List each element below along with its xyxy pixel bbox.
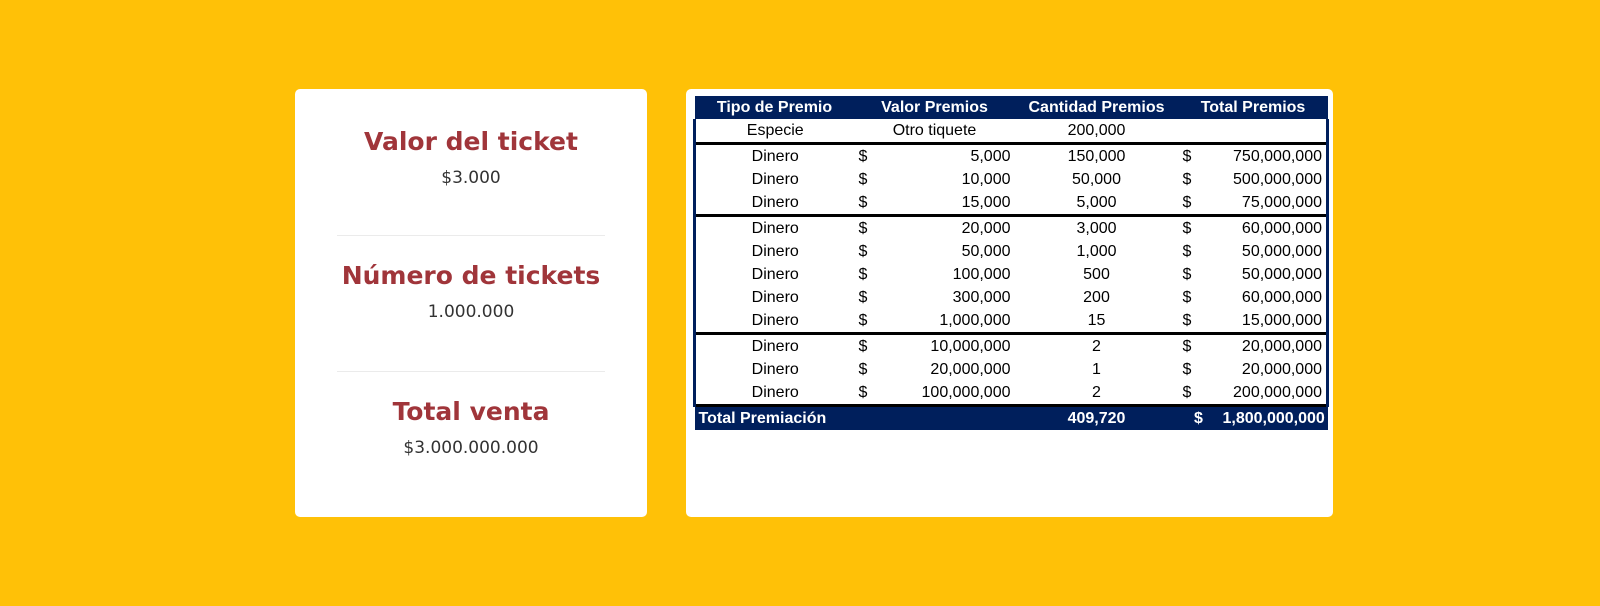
table-row (695, 381, 1328, 406)
ticket-value-title: Valor del ticket (364, 127, 578, 156)
cell-total-currency: $ (1182, 266, 1192, 283)
cell-quantity: 3,000 (1015, 216, 1179, 241)
summary-card (295, 89, 647, 517)
cell-quantity: 1,000 (1076, 243, 1117, 260)
table-row (695, 144, 1328, 169)
cell-quantity: 200,000 (1067, 122, 1126, 139)
table-row (695, 263, 1328, 286)
table-row-special (695, 119, 1328, 144)
cell-total: 200,000,000 (1219, 381, 1328, 406)
table-row (695, 309, 1328, 334)
cell-value-currency: $ (858, 243, 868, 260)
cell-type: Dinero (695, 358, 855, 381)
cell-total-currency: $ (1182, 361, 1192, 378)
header-prize-value: Valor Premios (855, 96, 1015, 119)
cell-type: Dinero (695, 286, 855, 309)
total-quantity: 409,720 (1015, 406, 1179, 431)
ticket-value-amount: $3.000 (441, 168, 501, 188)
cell-value: 50,000 (961, 243, 1011, 260)
cell-type: Dinero (695, 191, 855, 216)
cell-value-currency: $ (858, 194, 868, 211)
cell-total-currency: $ (1179, 144, 1219, 169)
table-row (695, 334, 1328, 359)
cell-type: Dinero (695, 144, 855, 169)
cell-total-currency: $ (1182, 194, 1192, 211)
cell-total: 750,000,000 (1219, 144, 1328, 169)
cell-total: 20,000,000 (1219, 334, 1328, 359)
divider (337, 371, 605, 372)
table-row (695, 358, 1328, 381)
total-sales-block (295, 397, 647, 458)
prize-table-card (686, 89, 1333, 517)
prize-table (693, 96, 1329, 430)
cell-total-currency: $ (1182, 289, 1192, 306)
cell-total: 500,000,000 (1219, 168, 1328, 191)
total-currency: $ (1179, 406, 1219, 431)
ticket-count-title: Número de tickets (341, 261, 601, 290)
ticket-value-block (295, 127, 647, 188)
header-prize-quantity: Cantidad Premios (1015, 96, 1179, 119)
total-amount: 1,800,000,000 (1219, 406, 1328, 431)
divider (337, 235, 605, 236)
table-row (695, 216, 1328, 241)
cell-total: 75,000,000 (1219, 191, 1328, 216)
cell-value-currency: $ (855, 144, 895, 169)
cell-total-currency: $ (1182, 384, 1192, 401)
table-row (695, 240, 1328, 263)
cell-total: 20,000,000 (1219, 358, 1328, 381)
cell-quantity: 150,000 (1015, 144, 1179, 169)
cell-value: 20,000,000 (930, 361, 1011, 378)
ticket-count-amount: 1.000.000 (427, 302, 515, 322)
cell-quantity: 200 (1083, 289, 1110, 306)
cell-value-currency: $ (858, 361, 868, 378)
cell-total: 50,000,000 (1219, 263, 1328, 286)
cell-type: Especie (695, 119, 855, 144)
cell-value: 20,000 (895, 216, 1015, 241)
cell-value-currency: $ (855, 216, 895, 241)
cell-type: Dinero (695, 309, 855, 334)
cell-value: 100,000,000 (921, 384, 1011, 401)
cell-value-currency: $ (858, 266, 868, 283)
cell-value: 300,000 (952, 289, 1011, 306)
cell-total: 60,000,000 (1219, 286, 1328, 309)
table-row (695, 191, 1328, 216)
header-prize-total: Total Premios (1179, 96, 1328, 119)
cell-total-currency: $ (1182, 171, 1192, 188)
cell-total-currency: $ (1182, 243, 1192, 260)
total-sales-title: Total venta (392, 397, 550, 426)
cell-value: 10,000,000 (895, 334, 1015, 359)
cell-value-currency: $ (858, 384, 868, 401)
table-row (695, 168, 1328, 191)
cell-value-currency: $ (858, 171, 868, 188)
cell-total-currency: $ (1182, 312, 1192, 329)
cell-value: 5,000 (895, 144, 1015, 169)
cell-quantity: 15 (1087, 312, 1106, 329)
cell-value-currency: $ (855, 334, 895, 359)
cell-total: 15,000,000 (1219, 309, 1328, 334)
cell-value: Otro tiquete (892, 122, 977, 139)
cell-total-currency: $ (1179, 334, 1219, 359)
total-sales-amount: $3.000.000.000 (403, 438, 539, 458)
cell-quantity: 50,000 (1072, 171, 1121, 188)
cell-quantity: 1 (1092, 361, 1101, 378)
cell-value: 100,000 (952, 266, 1011, 283)
cell-value-currency: $ (858, 312, 868, 329)
cell-total-currency: $ (1179, 216, 1219, 241)
header-prize-type: Tipo de Premio (695, 96, 855, 119)
cell-total: 60,000,000 (1219, 216, 1328, 241)
cell-type: Dinero (695, 216, 855, 241)
cell-value: 1,000,000 (939, 312, 1011, 329)
cell-type: Dinero (695, 381, 855, 406)
ticket-count-block (295, 261, 647, 322)
cell-value: 15,000 (961, 194, 1011, 211)
cell-quantity: 500 (1083, 266, 1110, 283)
cell-value: 10,000 (961, 171, 1011, 188)
table-header-row (695, 96, 1328, 119)
cell-type: Dinero (695, 263, 855, 286)
cell-value-currency: $ (858, 289, 868, 306)
cell-total-currency (1179, 119, 1219, 144)
table-total-row (695, 406, 1328, 431)
cell-total (1219, 119, 1328, 144)
cell-type: Dinero (695, 240, 855, 263)
cell-total: 50,000,000 (1219, 240, 1328, 263)
total-label: Total Premiación (695, 406, 1015, 431)
cell-type: Dinero (695, 168, 855, 191)
cell-quantity: 2 (1092, 384, 1101, 401)
cell-type: Dinero (695, 334, 855, 359)
cell-quantity: 5,000 (1076, 194, 1117, 211)
table-row (695, 286, 1328, 309)
cell-quantity: 2 (1015, 334, 1179, 359)
